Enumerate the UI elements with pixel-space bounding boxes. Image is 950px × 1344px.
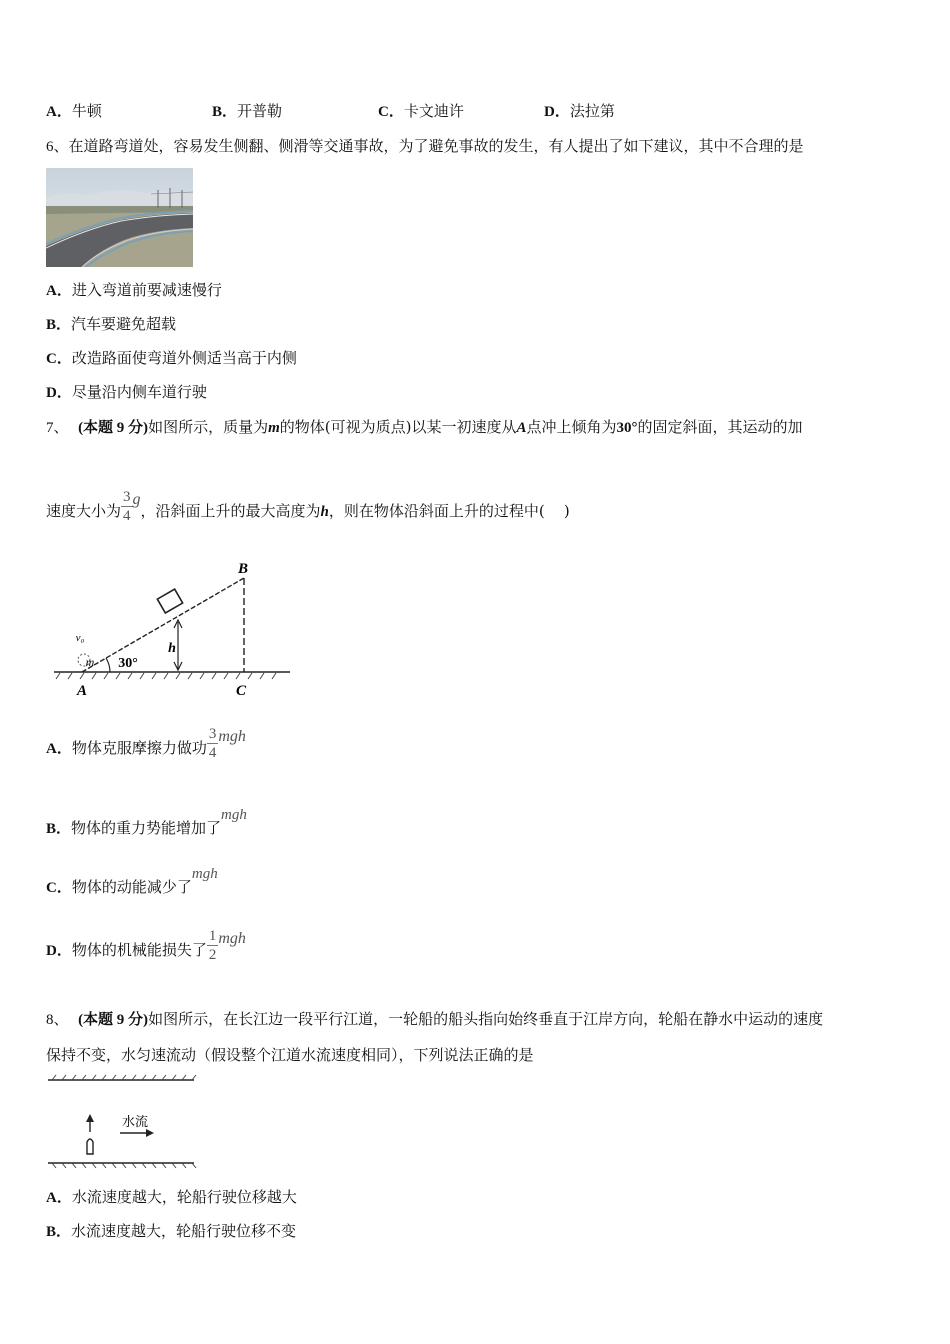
q7-option-c[interactable]: C．物体的动能减少了mgh	[46, 866, 218, 896]
q6-option-d[interactable]: D．尽量沿内侧车道行驶	[46, 383, 207, 401]
water-flow-arrow-head	[146, 1129, 154, 1137]
label-v0: v₀	[75, 632, 85, 644]
block-on-incline	[157, 589, 182, 613]
q7-option-d[interactable]: D．物体的机械能损失了 $\frac{1}{2}$ mgh	[46, 927, 246, 963]
water-flow-label: 水流	[121, 1114, 149, 1129]
ground-hatching	[56, 673, 276, 679]
angle-arc	[106, 658, 110, 672]
river-figure	[46, 1074, 198, 1170]
q6-option-a[interactable]: A．进入弯道前要减速慢行	[46, 281, 222, 299]
q5-options-row	[46, 101, 906, 121]
q7-stem-line1: 7、 (本题 9 分)如图所示，质量为m的物体(可视为质点)以某一初速度从A点冲上倾角为30°的固定斜面，其运动的加	[46, 418, 803, 436]
q8-option-a[interactable]: A．水流速度越大，轮船行驶位移越大	[46, 1188, 297, 1206]
curved-road-image	[46, 168, 193, 267]
q6-option-c[interactable]: C．改造路面使弯道外侧适当高于内侧	[46, 349, 297, 367]
label-angle: 30°	[118, 656, 138, 671]
curved-road-photo	[46, 168, 193, 267]
q5-option-b[interactable]: B．开普勒	[212, 102, 283, 120]
boat-arrow-head	[86, 1114, 94, 1122]
option-d-fraction: $\frac{1}{2}$	[208, 927, 217, 963]
accel-fraction: $\frac{3}{4}$	[123, 488, 131, 524]
q5-option-c[interactable]: C．卡文迪许	[378, 102, 464, 120]
label-m: m	[85, 655, 95, 669]
label-c: C	[235, 683, 247, 699]
label-h: h	[168, 641, 176, 656]
label-a: A	[76, 683, 88, 699]
q5-option-a[interactable]: A．牛顿	[46, 102, 102, 120]
q8-stem-line1: 8、 (本题 9 分)如图所示，在长江边一段平行江道，一轮船的船头指向始终垂直于江岸方向，轮船在静水中运动的速度	[46, 1010, 824, 1028]
q7-option-a[interactable]: A．物体克服摩擦力做功 $\frac{3}{4}$ mgh	[46, 725, 246, 761]
incline-figure	[46, 556, 296, 702]
option-a-fraction: $\frac{3}{4}$	[208, 725, 217, 761]
label-b: B	[237, 561, 249, 577]
q6-stem: 6、在道路弯道处，容易发生侧翻、侧滑等交通事故，为了避免事故的发生，有人提出了如下建议，其中不合理的是	[46, 137, 804, 155]
q5-option-d[interactable]: D．法拉第	[544, 102, 615, 120]
q8-stem-line2: 保持不变，水匀速流动（假设整个江道水流速度相同），下列说法正确的是	[46, 1046, 534, 1064]
q8-option-b[interactable]: B．水流速度越大，轮船行驶位移不变	[46, 1222, 297, 1240]
boat-icon	[87, 1139, 93, 1154]
q7-option-b[interactable]: B．物体的重力势能增加了mgh	[46, 807, 247, 837]
q7-stem-line2: 速度大小为 $\frac{3}{4}$ g，沿斜面上升的最大高度为h，则在物体沿斜面上升的过程中( )	[46, 488, 570, 524]
q6-option-b[interactable]: B．汽车要避免超载	[46, 315, 177, 333]
